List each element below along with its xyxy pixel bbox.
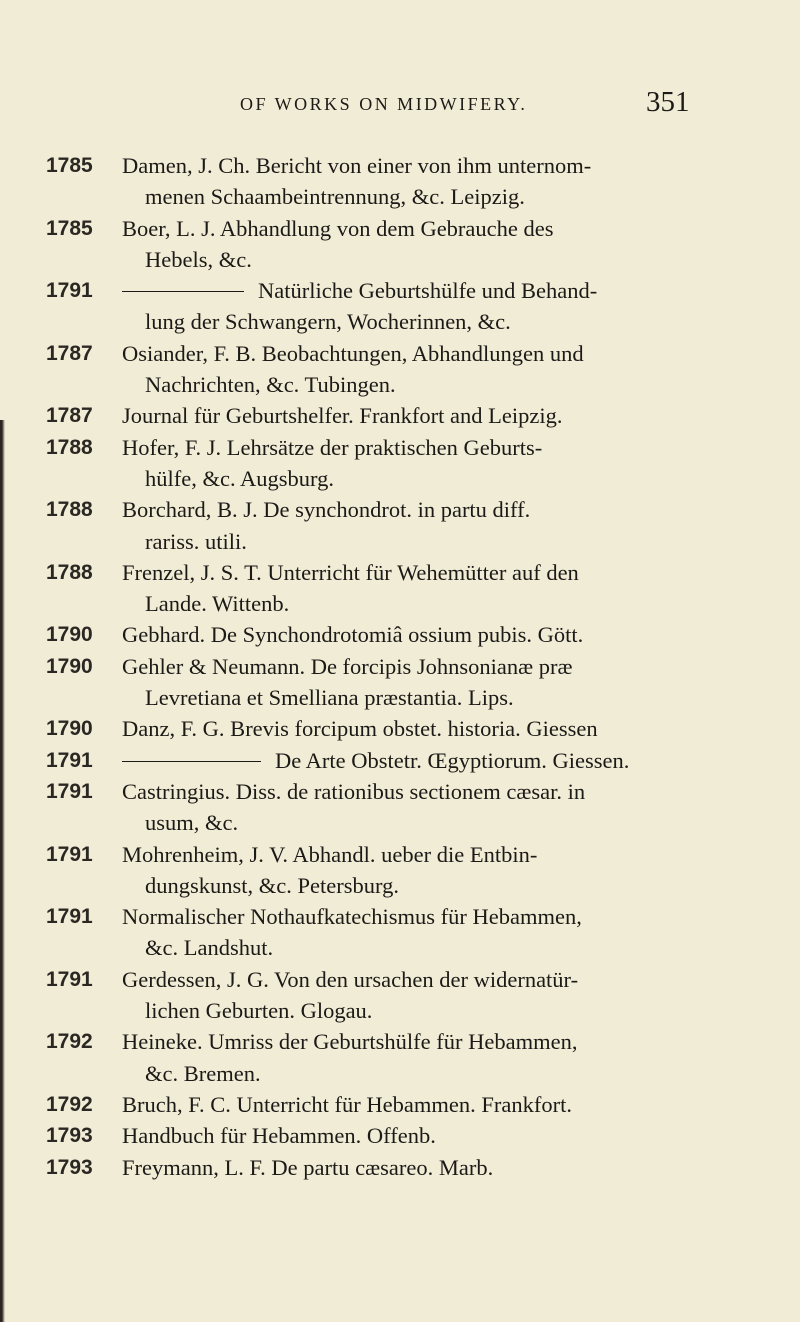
entry-line-text: usum, &c. (145, 810, 239, 836)
entry-line-text: lichen Geburten. Glogau. (145, 998, 373, 1024)
bibliography-entry (0, 713, 800, 744)
entry-line (122, 1026, 692, 1057)
entry-line (122, 745, 692, 776)
entry-line (122, 150, 692, 181)
entry-line (122, 776, 692, 807)
entry-year: 1793 (46, 1124, 93, 1148)
entry-year: 1791 (46, 842, 93, 866)
entry-text (122, 1152, 692, 1183)
entry-line-text: Freymann, L. F. De partu cæsareo. Marb. (122, 1154, 494, 1180)
entry-text (122, 432, 692, 495)
entry-line (122, 275, 692, 306)
bibliography-entry (0, 494, 800, 557)
bibliography-entry (0, 400, 800, 431)
bibliography-entry (0, 275, 800, 338)
entry-year: 1791 (46, 905, 93, 929)
entry-line (122, 651, 692, 682)
bibliography-entry (0, 619, 800, 650)
entry-line (122, 1089, 692, 1120)
bibliography-entry (0, 1089, 800, 1120)
bibliography-entry (0, 338, 800, 401)
entry-line (122, 1120, 692, 1151)
bibliography-entry (0, 1152, 800, 1183)
entry-line (122, 494, 692, 525)
bibliography-entry (0, 839, 800, 902)
entry-line (122, 870, 692, 901)
entry-text (122, 150, 692, 213)
entry-text (122, 619, 692, 650)
entry-text (122, 338, 692, 401)
entry-year: 1787 (46, 404, 93, 428)
bibliography-entry (0, 150, 800, 213)
entry-line-text: Hebels, &c. (145, 246, 252, 272)
entry-line (122, 619, 692, 650)
bibliography-entry (0, 557, 800, 620)
entry-year: 1791 (46, 967, 93, 991)
entry-text (122, 776, 692, 839)
entry-line (122, 713, 692, 744)
page-number: 351 (646, 86, 690, 118)
entry-line (122, 807, 692, 838)
entry-line (122, 964, 692, 995)
entry-text (122, 745, 692, 776)
entry-text (122, 713, 692, 744)
entry-line-text: Frenzel, J. S. T. Unterricht für Wehemütter auf den (122, 559, 579, 585)
entry-line-text: &c. Bremen. (145, 1060, 261, 1086)
bibliography-entry (0, 1120, 800, 1151)
entry-line-text: lung der Schwangern, Wocherinnen, &c. (145, 309, 511, 335)
entry-line-text: Heineke. Umriss der Geburtshülfe für Hebammen, (122, 1029, 578, 1055)
page-header (0, 86, 800, 126)
entry-line-text: Gehler & Neumann. De forcipis Johnsonianæ præ (122, 653, 573, 679)
entry-text (122, 213, 692, 276)
entry-line (122, 244, 692, 275)
entry-year: 1793 (46, 1155, 93, 1179)
entry-line (122, 526, 692, 557)
entry-line-text: menen Schaambeintrennung, &c. Leipzig. (145, 184, 525, 210)
entry-line-text: Natürliche Geburtshülfe und Behand- (258, 278, 598, 304)
entry-line-text: &c. Landshut. (145, 935, 274, 961)
entry-year: 1791 (46, 779, 93, 803)
entry-line (122, 588, 692, 619)
entry-line (122, 213, 692, 244)
entry-line (122, 369, 692, 400)
entry-line (122, 932, 692, 963)
entry-year: 1792 (46, 1092, 93, 1116)
entry-line-text: Castringius. Diss. de rationibus sectionem cæsar. in (122, 778, 586, 804)
bibliography-list (0, 150, 800, 1183)
entry-line-text: Lande. Wittenb. (145, 591, 290, 617)
entry-year: 1791 (46, 279, 93, 303)
entry-line-text: Damen, J. Ch. Bericht von einer von ihm unternom- (122, 153, 592, 178)
entry-year: 1785 (46, 216, 93, 240)
entry-line-text: Hofer, F. J. Lehrsätze der praktischen Geburts- (122, 434, 543, 460)
bibliography-entry (0, 1026, 800, 1089)
entry-line-text: Gebhard. De Synchondrotomiâ ossium pubis. Gött. (122, 622, 584, 648)
entry-text (122, 494, 692, 557)
bibliography-entry (0, 901, 800, 964)
entry-line (122, 1152, 692, 1183)
entry-line-text: Boer, L. J. Abhandlung von dem Gebrauche des (122, 215, 554, 241)
ditto-dash (122, 761, 261, 762)
bibliography-entry (0, 745, 800, 776)
entry-text (122, 651, 692, 714)
entry-year: 1787 (46, 341, 93, 365)
entry-year: 1788 (46, 435, 93, 459)
entry-line (122, 1058, 692, 1089)
entry-line-text: Nachrichten, &c. Tubingen. (145, 372, 396, 398)
entry-line-text: Danz, F. G. Brevis forcipum obstet. historia. Giessen (122, 716, 598, 742)
running-head: OF WORKS ON MIDWIFERY. (240, 94, 528, 114)
entry-line (122, 901, 692, 932)
entry-line (122, 181, 692, 212)
bibliography-entry (0, 432, 800, 495)
entry-line-text: Borchard, B. J. De synchondrot. in partu diff. (122, 497, 531, 523)
entry-line-text: Mohrenheim, J. V. Abhandl. ueber die Entbin- (122, 841, 538, 867)
entry-text (122, 1089, 692, 1120)
entry-line-text: Osiander, F. B. Beobachtungen, Abhandlungen und (122, 340, 584, 366)
bibliography-entry (0, 964, 800, 1027)
entry-line-text: Levretiana et Smelliana præstantia. Lips. (145, 685, 514, 711)
entry-line (122, 839, 692, 870)
entry-line-text: De Arte Obstetr. Œgyptiorum. Giessen. (275, 747, 630, 773)
entry-line-text: Handbuch für Hebammen. Offenb. (122, 1123, 436, 1149)
entry-line-text: Journal für Geburtshelfer. Frankfort and Leipzig. (122, 403, 563, 429)
entry-year: 1788 (46, 560, 93, 584)
bibliography-entry (0, 776, 800, 839)
entry-text (122, 964, 692, 1027)
entry-year: 1788 (46, 498, 93, 522)
entry-line (122, 432, 692, 463)
entry-line (122, 306, 692, 337)
entry-text (122, 557, 692, 620)
entry-text (122, 400, 692, 431)
entry-line-text: dungskunst, &c. Petersburg. (145, 872, 399, 898)
entry-line (122, 995, 692, 1026)
bibliography-entry (0, 213, 800, 276)
entry-text (122, 1120, 692, 1151)
entry-year: 1790 (46, 654, 93, 678)
entry-line-text: Normalischer Nothaufkatechismus für Hebammen, (122, 904, 582, 930)
entry-year: 1785 (46, 154, 93, 177)
entry-line (122, 338, 692, 369)
entry-line (122, 463, 692, 494)
entry-text (122, 901, 692, 964)
entry-text (122, 839, 692, 902)
bibliography-entry (0, 651, 800, 714)
entry-line-text: Gerdessen, J. G. Von den ursachen der widernatür- (122, 966, 579, 992)
entry-year: 1791 (46, 748, 93, 772)
entry-line-text: Bruch, F. C. Unterricht für Hebammen. Frankfort. (122, 1091, 572, 1117)
entry-line-text: hülfe, &c. Augsburg. (145, 465, 334, 491)
entry-text (122, 275, 692, 338)
entry-year: 1790 (46, 717, 93, 741)
ditto-dash (122, 291, 244, 292)
entry-text (122, 1026, 692, 1089)
entry-year: 1792 (46, 1030, 93, 1054)
entry-year: 1790 (46, 623, 93, 647)
entry-line (122, 682, 692, 713)
entry-line (122, 557, 692, 588)
entry-line-text: rariss. utili. (145, 528, 247, 554)
entry-line (122, 400, 692, 431)
